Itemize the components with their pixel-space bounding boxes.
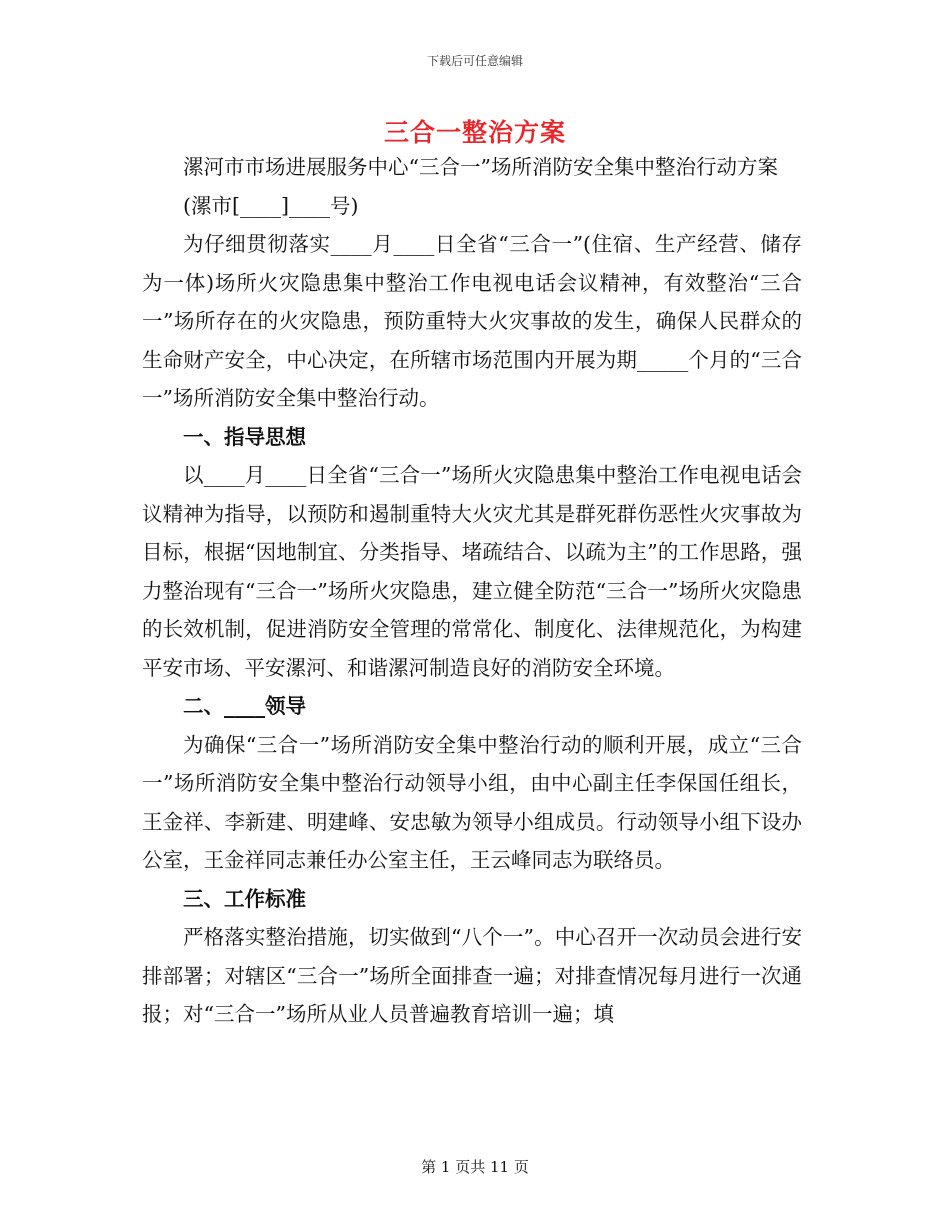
paragraph-guiding-idea: 以____月____日全省“三合一”场所火灾隐患集中整治工作电视电话会议精神为指导，以预防和遏制重特大火灾尤其是群死群伤恶性火灾事故为目标，根据“因地制宜、分类指导、堵疏结合、以疏为主”的工作思路，强力整治现有“三合一”场所火灾隐患，建立健全防范“三合一”场所火灾隐患的长效机制，促进消防安全管理的常常化、制度化、法律规范化，为构建平安市场、平安漯河、和谐漯河制造良好的消防安全环境。 [142, 463, 802, 680]
paragraph-leadership: 为确保“三合一”场所消防安全集中整治行动的顺利开展，成立“三合一”场所消防安全集中整治行动领导小组，由中心副主任李保国任组长，王金祥、李新建、明建峰、安忠敏为领导小组成员。行动领导小组下设办公室，王金祥同志兼任办公室主任，王云峰同志为联络员。 [142, 732, 802, 872]
paragraph-work-standards: 严格落实整治措施，切实做到“八个一”。中心召开一次动员会进行安排部署；对辖区“三合一”场所全面排查一遍；对排查情况每月进行一次通报；对“三合一”场所从业人员普遍教育培训一遍；填 [142, 925, 802, 1026]
page-footer-number: 第 1 页共 11 页 [421, 1158, 529, 1176]
paragraph-intro-title: 漯河市市场进展服务中心“三合一”场所消防安全集中整治行动方案 [183, 155, 778, 179]
document-title: 三合一整治方案 [383, 118, 566, 147]
paragraph-purpose: 为仔细贯彻落实____月____日全省“三合一”(住宿、生产经营、储存为一体)场所火灾隐患集中整治工作电视电话会议精神，有效整治“三合一”场所存在的火灾隐患，预防重特大火灾事故的发生，确保人民群众的生命财产安全，中心决定，在所辖市场范围内开展为期_____个月的“三合一”场所消防安全集中整治行动。 [142, 232, 802, 410]
section-heading-work-standards: 三、工作标准 [183, 886, 306, 911]
paragraph-doc-number: (漯市[____]____号) [183, 193, 359, 218]
section-heading-guiding-idea: 一、指导思想 [183, 424, 306, 449]
document-body [142, 148, 802, 1034]
page-header-note: 下载后可任意编辑 [426, 54, 523, 68]
section-heading-leadership: 二、____领导 [183, 694, 306, 718]
